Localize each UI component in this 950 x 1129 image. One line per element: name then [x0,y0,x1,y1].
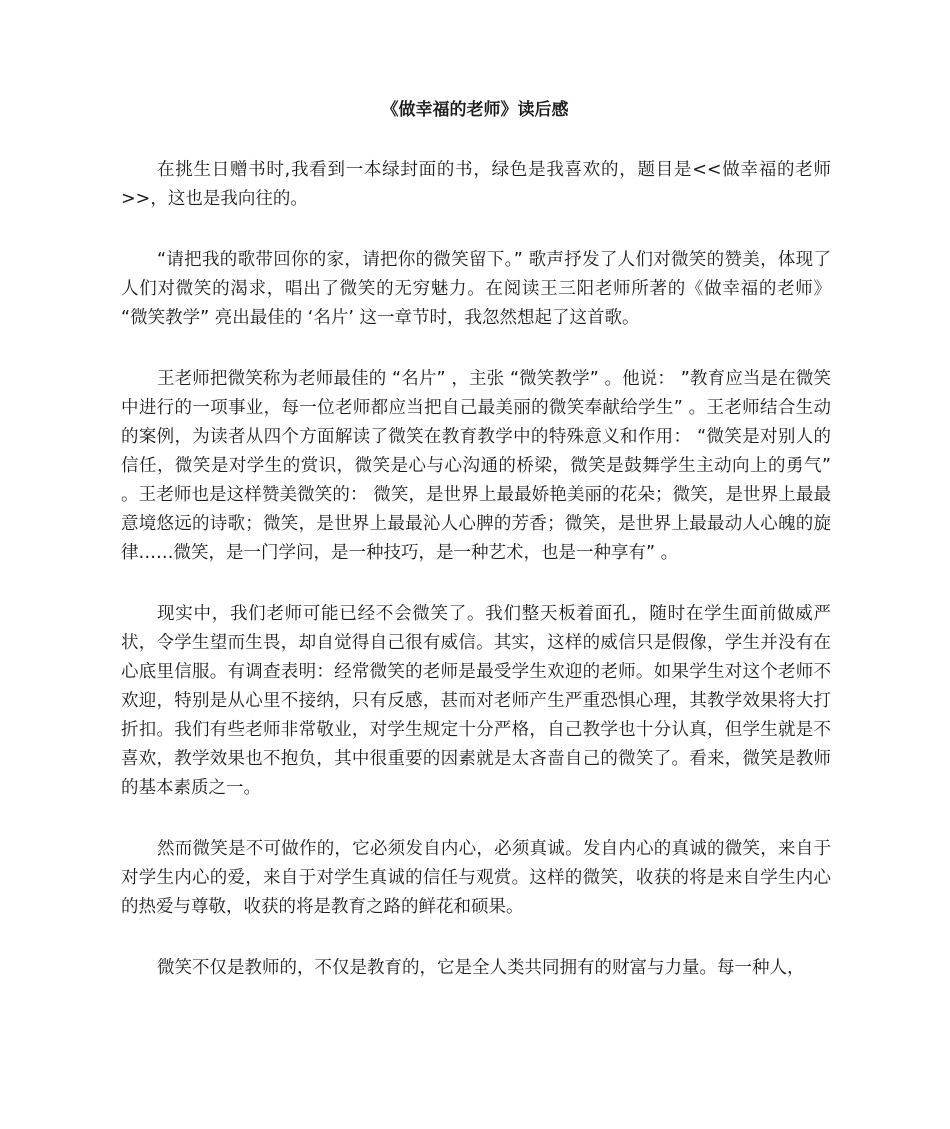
document-title: 《做幸福的老师》读后感 [381,100,569,120]
paragraph-5: 然而微笑是不可做作的，它必须发自内心，必须真诚。发自内心的真诚的微笑，来自于对学生内心的爱，来自于对学生真诚的信任与观赏。这样的微笑，收获的将是来自学生内心的热爱与尊敬，收获的将是教育之路的鲜花和硕果。 [121,839,831,917]
paragraph-4: 现实中，我们老师可能已经不会微笑了。我们整天板着面孔，随时在学生面前做威严状，令学生望而生畏，却自觉得自己很有威信。其实，这样的威信只是假像，学生并没有在心底里信服。有调查表明：经常微笑的老师是最受学生欢迎的老师。如果学生对这个老师不欢迎，特别是从心里不接纳，只有反感，甚而对老师产生严重恐惧心理，其教学效果将大打折扣。我们有些老师非常敬业，对学生规定十分严格，自己教学也十分认真，但学生就是不喜欢，教学效果也不抱负，其中很重要的因素就是太吝啬自己的微笑了。看来，微笑是教师的基本素质之一。 [121,604,831,798]
paragraph-1: 在挑生日赠书时,我看到一本绿封面的书，绿色是我喜欢的，题目是<<做幸福的老师>>，这也是我向往的。 [121,160,831,209]
paragraph-6: 微笑不仅是教师的，不仅是教育的，它是全人类共同拥有的财富与力量。每一种人， [157,958,805,978]
paragraph-3: 王老师把微笑称为老师最佳的 “名片” ，主张 “微笑教学” 。他说： ”教育应当是在微笑中进行的一项事业，每一位老师都应当把自己最美丽的微笑奉献给学生” 。王老师结合生动的案例，为读者从四个方面解读了微笑在教育教学中的特殊意义和作用： “微笑是对别人的信任，微笑是对学生的赏识，微笑是心与心沟通的桥梁，微笑是鼓舞学生主动向上的勇气” 。王老师也是这样赞美微笑的： 微笑，是世界上最最娇艳美丽的花朵；微笑，是世界上最最意境悠远的诗歌；微笑，是世界上最最沁人心脾的芳香；微笑，是世界上最最动人心魄的旋律……微笑，是一门学问，是一种技巧，是一种艺术，也是一种享有” 。 [121,369,831,563]
paragraph-2: “请把我的歌带回你的家，请把你的微笑留下。” 歌声抒发了人们对微笑的赞美，体现了人们对微笑的渴求，唱出了微笑的无穷魅力。在阅读王三阳老师所著的《做幸福的老师》 “微笑教学” 亮出最佳的 ‘名片’ 这一章节时，我忽然想起了这首歌。 [121,250,831,328]
document-body [121,156,831,1015]
